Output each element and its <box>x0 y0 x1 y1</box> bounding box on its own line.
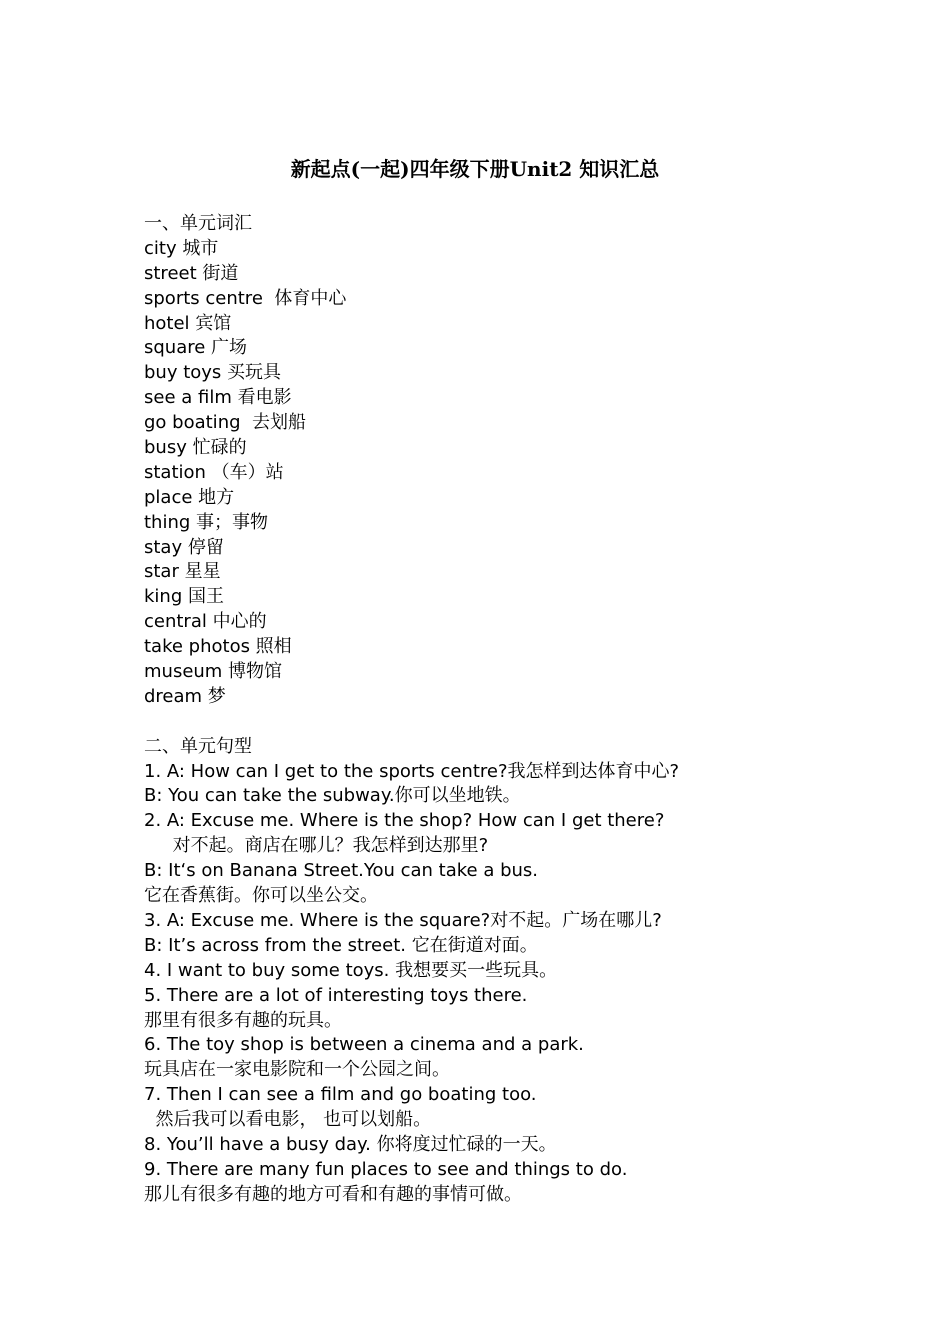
section-spacer <box>144 710 864 735</box>
page-title: 新起点(一起)四年级下册Unit2 知识汇总 <box>290 157 660 181</box>
sentence-line: 它在香蕉街。你可以坐公交。 <box>144 885 378 907</box>
vocab-item: city 城市 <box>144 237 219 259</box>
vocab-item: central 中心的 <box>144 611 267 633</box>
vocab-item: star 星星 <box>144 561 221 583</box>
sentence-list <box>144 760 864 1208</box>
vocab-item: thing 事；事物 <box>144 511 269 533</box>
sentence-line: 7. Then I can see a film and go boating too. <box>144 1084 537 1106</box>
sentence-line: 8. You’ll have a busy day. 你将度过忙碌的一天。 <box>144 1133 557 1155</box>
sentence-line: B: It‘s on Banana Street.You can take a bus. <box>144 860 539 882</box>
sentence-line: 然后我可以看电影， 也可以划船。 <box>144 1109 432 1131</box>
vocab-item: king 国王 <box>144 586 224 608</box>
sentence-line: B: It’s across from the street. 它在街道对面。 <box>144 934 538 956</box>
sentence-line: 2. A: Excuse me. Where is the shop? How can I get there? <box>144 810 665 832</box>
vocab-list <box>144 237 864 710</box>
vocab-item: dream 梦 <box>144 685 226 707</box>
sentences-heading: 二、单元句型 <box>144 735 252 757</box>
sentence-line: 5. There are a lot of interesting toys there. <box>144 984 528 1006</box>
vocab-item: square 广场 <box>144 337 248 359</box>
vocab-item: street 街道 <box>144 262 239 284</box>
vocab-item: place 地方 <box>144 486 235 508</box>
sentence-line: B: You can take the subway.你可以坐地铁。 <box>144 785 521 807</box>
sentence-line: 6. The toy shop is between a cinema and a park. <box>144 1034 584 1056</box>
vocab-item: take photos 照相 <box>144 636 292 658</box>
vocab-item: hotel 宾馆 <box>144 312 232 334</box>
sentence-line: 玩具店在一家电影院和一个公园之间。 <box>144 1059 450 1081</box>
sentence-line: 1. A: How can I get to the sports centre?我怎样到达体育中心? <box>144 760 680 782</box>
sentence-line: 对不起。商店在哪儿？我怎样到达那里? <box>144 835 489 857</box>
vocab-item: see a film 看电影 <box>144 387 292 409</box>
sentence-line: 那儿有很多有趣的地方可看和有趣的事情可做。 <box>144 1183 522 1205</box>
sentence-line: 3. A: Excuse me. Where is the square?对不起。广场在哪儿? <box>144 909 662 931</box>
sentence-line: 那里有很多有趣的玩具。 <box>144 1009 342 1031</box>
sentence-line: 9. There are many fun places to see and things to do. <box>144 1158 628 1180</box>
vocab-item: museum 博物馆 <box>144 661 283 683</box>
vocab-item: busy 忙碌的 <box>144 437 247 459</box>
vocab-item: station （车）站 <box>144 461 284 483</box>
vocab-item: go boating 去划船 <box>144 412 306 434</box>
vocab-heading: 一、单元词汇 <box>144 213 252 234</box>
vocab-item: buy toys 买玩具 <box>144 362 282 384</box>
vocab-item: sports centre 体育中心 <box>144 287 347 309</box>
vocab-item: stay 停留 <box>144 536 224 558</box>
sentence-line: 4. I want to buy some toys. 我想要买一些玩具。 <box>144 959 558 981</box>
document-body <box>144 212 864 1208</box>
